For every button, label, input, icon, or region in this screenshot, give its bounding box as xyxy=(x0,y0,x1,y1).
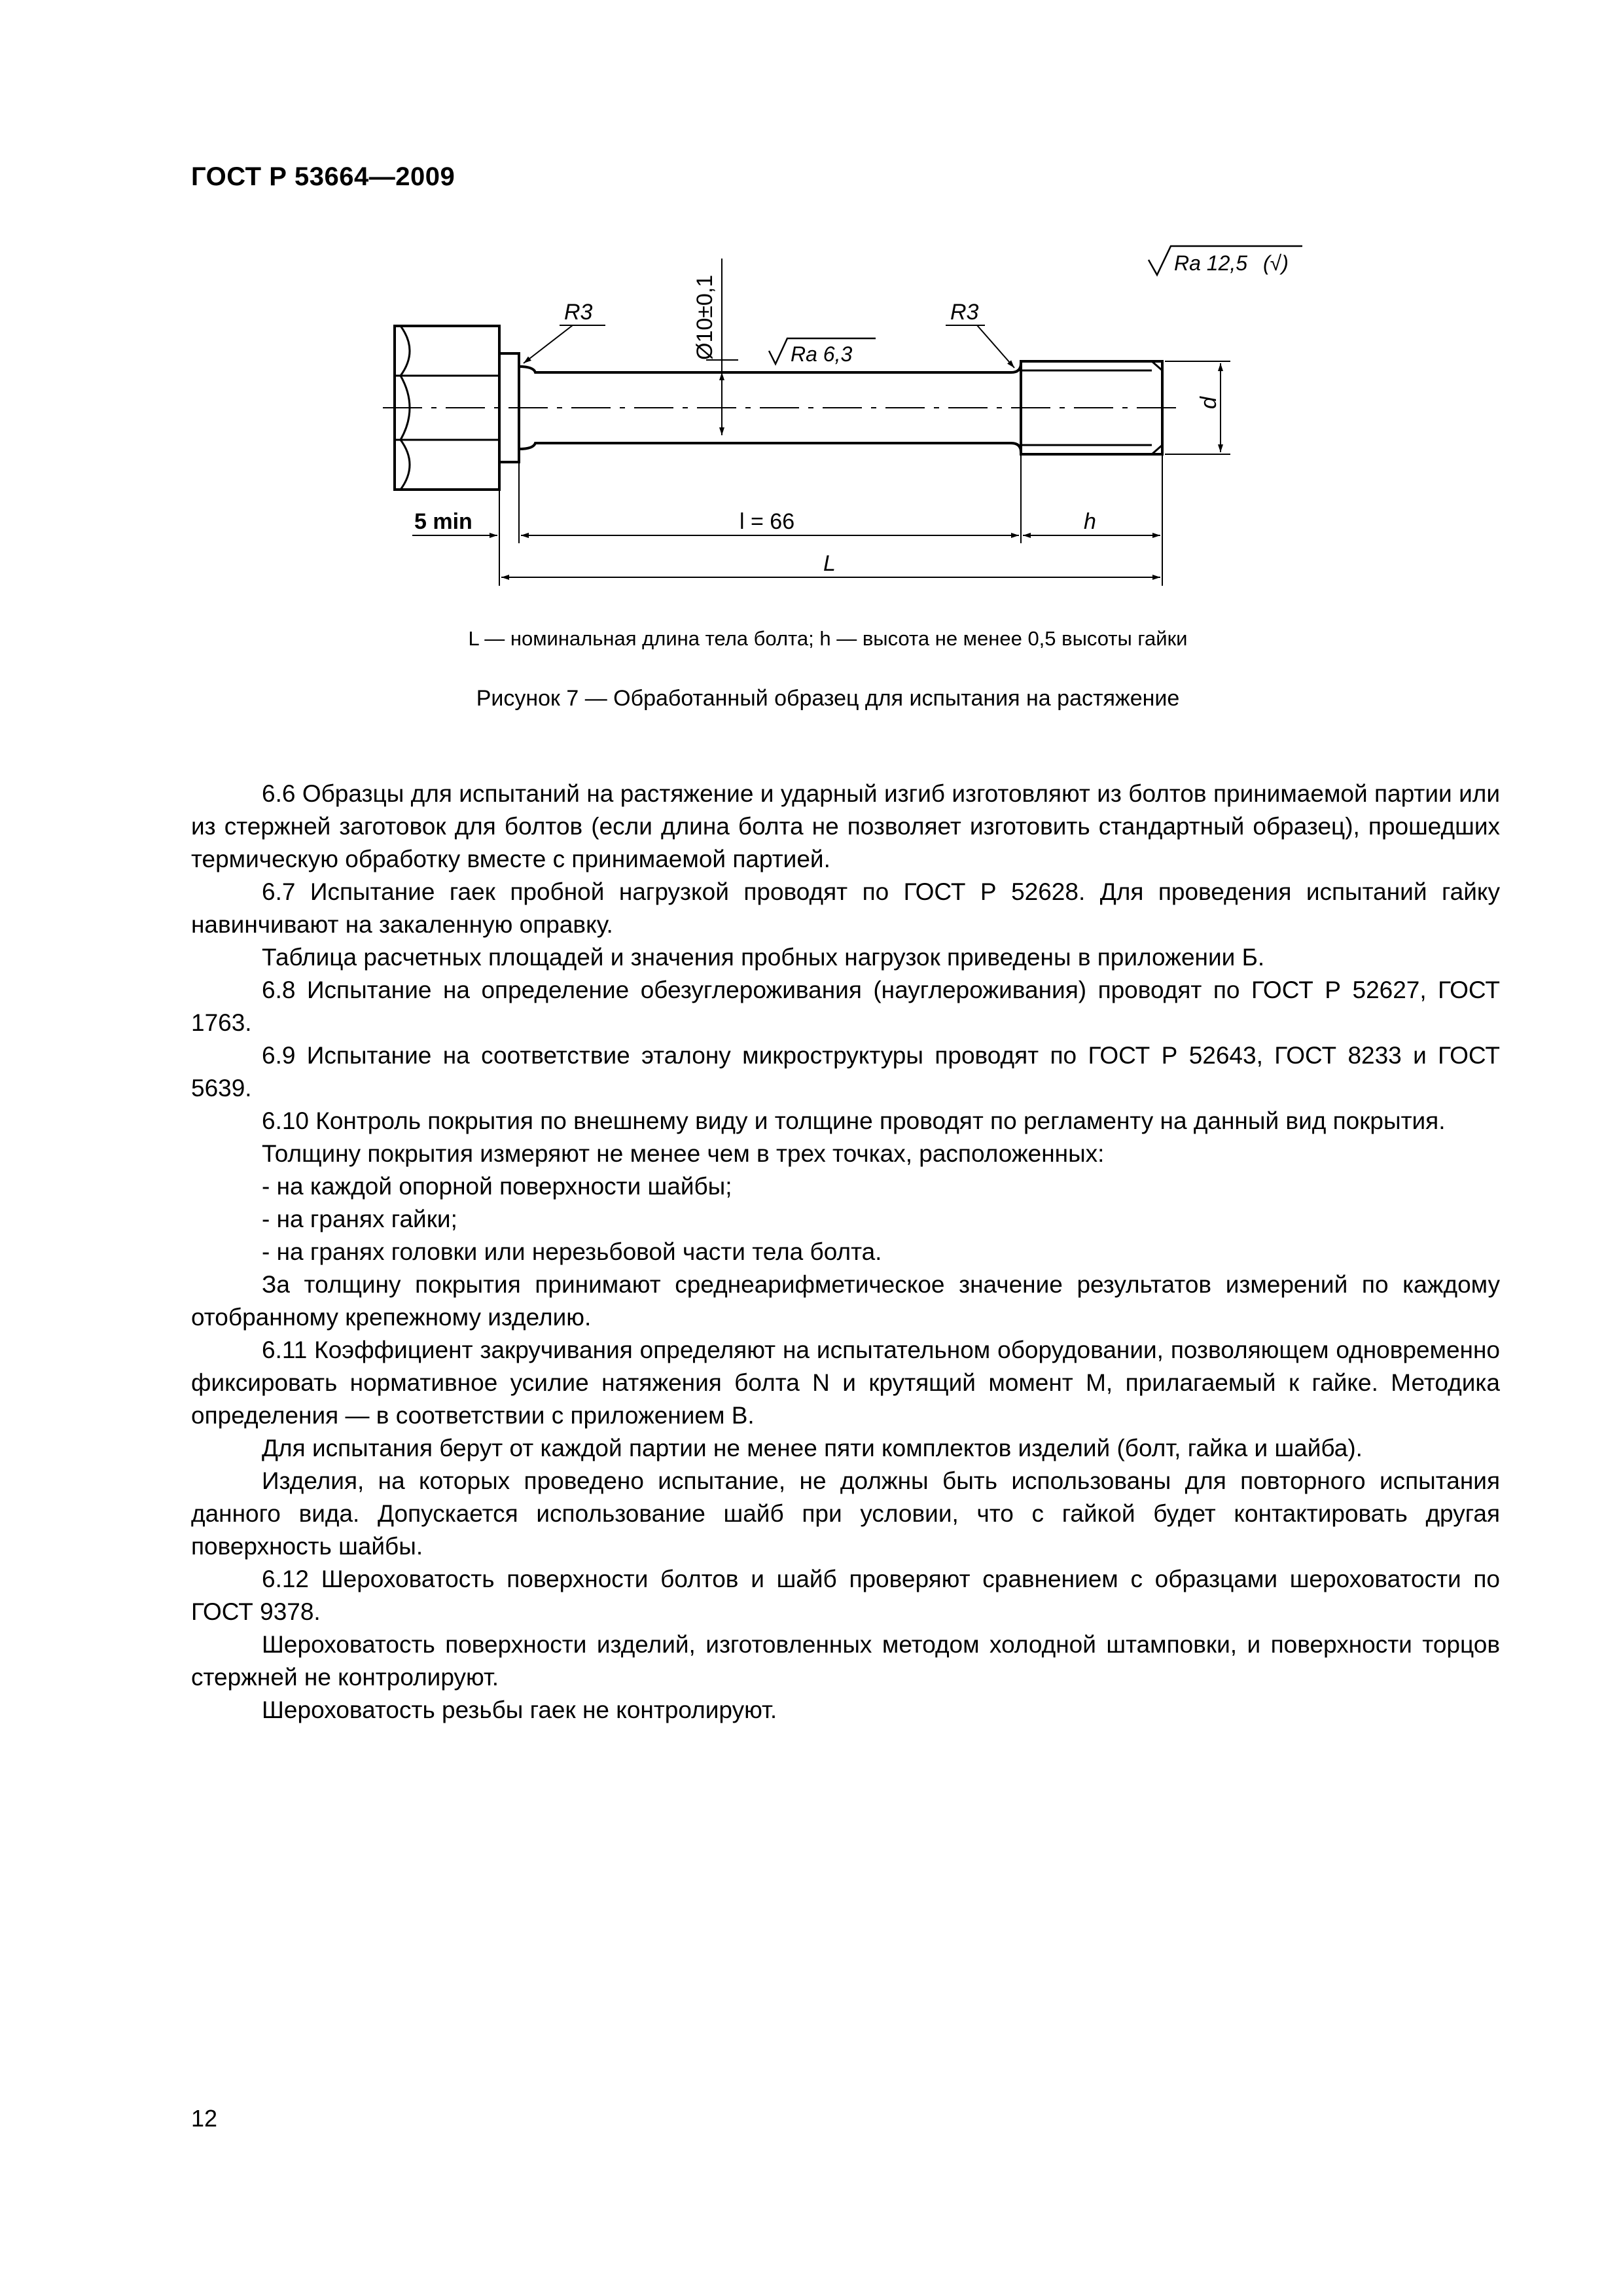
paragraph: За толщину покрытия принимают среднеарифметическое значение результатов измерений по каждому отобранному крепежному изделию. xyxy=(191,1271,1500,1331)
document-header: ГОСТ Р 53664—2009 xyxy=(191,162,455,191)
list-item: - на гранях головки или нерезьбовой части тела болта. xyxy=(262,1238,882,1265)
body-text xyxy=(191,778,1500,1727)
paragraph: Шероховатость резьбы гаек не контролируют. xyxy=(262,1696,777,1723)
paragraph: Толщину покрытия измеряют не менее чем в трех точках, расположенных: xyxy=(262,1140,1105,1167)
diameter-label: Ø10±0,1 xyxy=(692,274,717,360)
paragraph: 6.11 Коэффициент закручивания определяют на испытательном оборудовании, позволяющем одновременно фиксировать нормативное усилие натяжения болта N и крутящий момент M, прилагаемый к гайке. Методика определения — в соответствии с приложением В. xyxy=(191,1336,1500,1429)
dim-min-label: 5 min xyxy=(414,509,473,534)
paragraph: Шероховатость поверхности изделий, изготовленных методом холодной штамповки, и поверхности торцов стержней не контролируют. xyxy=(191,1631,1500,1691)
roughness-shank-label: Ra 6,3 xyxy=(791,342,853,366)
paragraph: 6.10 Контроль покрытия по внешнему виду и толщине проводят по регламенту на данный вид покрытия. xyxy=(262,1107,1446,1134)
dim-h-label: h xyxy=(1084,509,1096,534)
paragraph: 6.8 Испытание на определение обезуглероживания (науглероживания) проводят по ГОСТ Р 52627, ГОСТ 1763. xyxy=(191,977,1500,1036)
paragraph: 6.12 Шероховатость поверхности болтов и шайб проверяют сравнением с образцами шероховатости по ГОСТ 9378. xyxy=(191,1566,1500,1625)
dim-l-label: l = 66 xyxy=(740,509,795,534)
paragraph: Таблица расчетных площадей и значения пробных нагрузок приведены в приложении Б. xyxy=(262,944,1265,971)
bolt-specimen-drawing xyxy=(0,0,1623,615)
d-label: d xyxy=(1196,397,1221,409)
list-item: - на гранях гайки; xyxy=(262,1206,457,1232)
paragraph: 6.9 Испытание на соответствие эталону микроструктуры проводят по ГОСТ Р 52643, ГОСТ 8233 и ГОСТ 5639. xyxy=(191,1042,1500,1102)
paragraph: Для испытания берут от каждой партии не менее пяти комплектов изделий (болт, гайка и шайба). xyxy=(262,1435,1363,1462)
dim-L-label: L xyxy=(823,551,836,576)
roughness-general-label: Ra 12,5 xyxy=(1174,251,1248,275)
page-number: 12 xyxy=(191,2105,218,2132)
paragraph: Изделия, на которых проведено испытание, не должны быть использованы для повторного испытания данного вида. Допускается использование шайб при условии, что с гайкой будет контактировать другая поверхность шайбы. xyxy=(191,1467,1500,1560)
paragraph: 6.6 Образцы для испытаний на растяжение и ударный изгиб изготовляют из болтов принимаемой партии или из стержней заготовок для болтов (если длина болта не позволяет изготовить стандартный образец), прошедших термическую обработку вместе с принимаемой партией. xyxy=(191,780,1500,872)
paragraph: 6.7 Испытание гаек пробной нагрузкой проводят по ГОСТ Р 52628. Для проведения испытаний гайку навинчивают на закаленную оправку. xyxy=(191,878,1500,938)
list-item: - на каждой опорной поверхности шайбы; xyxy=(262,1173,732,1200)
radius-right-label: R3 xyxy=(950,300,979,325)
figure-legend: L — номинальная длина тела болта; h — высота не менее 0,5 высоты гайки xyxy=(468,627,1188,650)
figure-caption: Рисунок 7 — Обработанный образец для испытания на растяжение xyxy=(476,686,1180,711)
bolt-shank xyxy=(519,363,1021,372)
radius-left-label: R3 xyxy=(564,300,593,325)
roughness-general-note: (√) xyxy=(1263,251,1289,275)
